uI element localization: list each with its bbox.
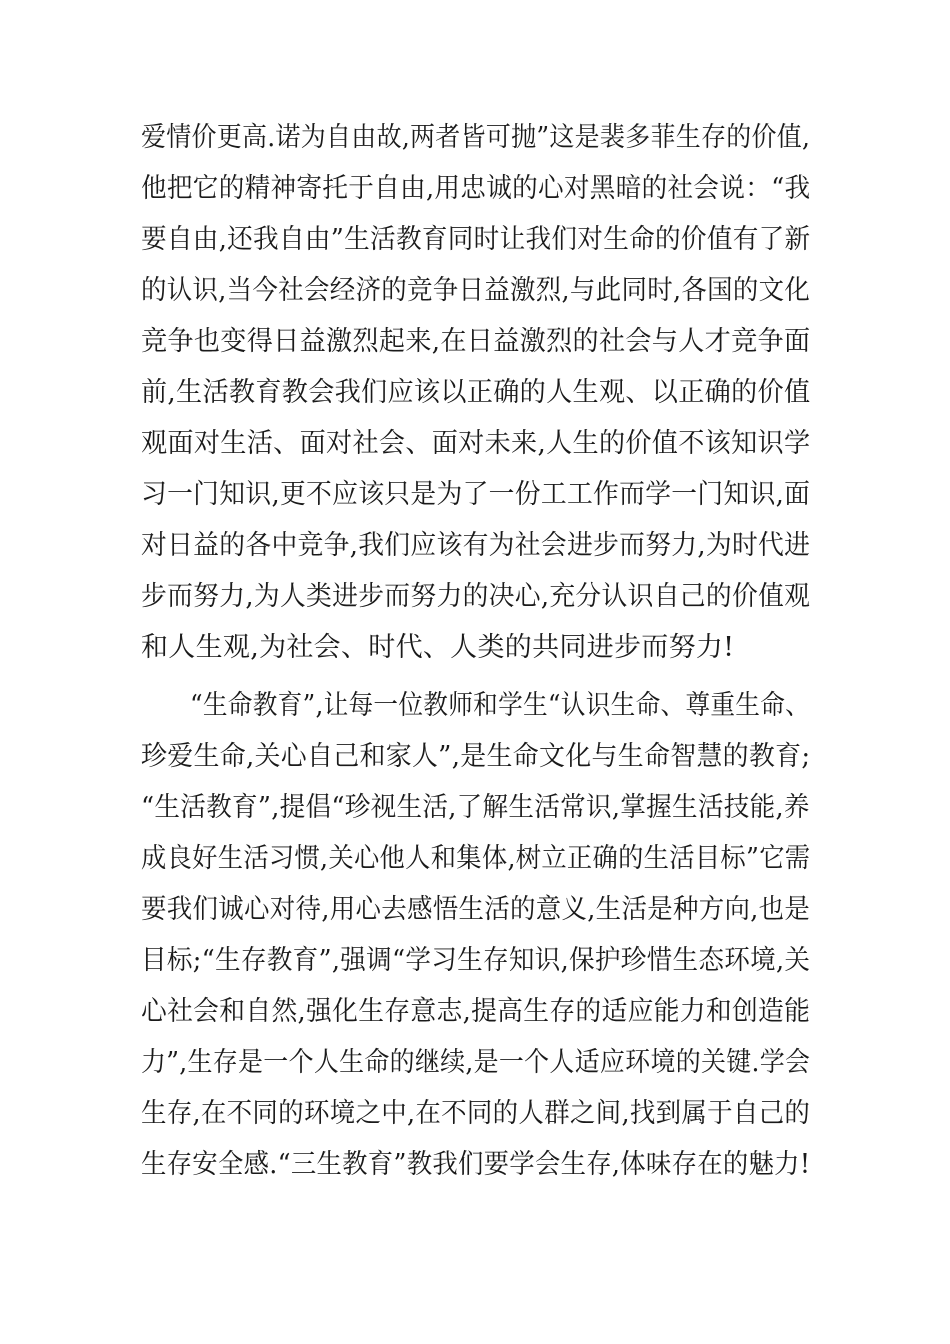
paragraph-line: 前,生活教育教会我们应该以正确的人生观、以正确的价值 (141, 377, 811, 408)
paragraph-line: 和人生观,为社会、时代、人类的共同进步而努力! (141, 632, 735, 663)
paragraph-line: 爱情价更高.诺为自由故,两者皆可抛”这是裴多菲生存的价值, (141, 122, 811, 153)
paragraph-line: 的认识,当今社会经济的竞争日益激烈,与此同时,各国的文化 (141, 275, 811, 306)
paragraph-line: 步而努力,为人类进步而努力的决心,充分认识自己的价值观 (141, 581, 811, 612)
paragraph-line: 要自由,还我自由”生活教育同时让我们对生命的价值有了新 (141, 224, 811, 255)
paragraph-line: 生存安全感.“三生教育”教我们要学会生存,体味存在的魅力! (141, 1149, 811, 1180)
paragraph-line: 要我们诚心对待,用心去感悟生活的意义,生活是种方向,也是 (141, 894, 811, 925)
paragraph-line: 习一门知识,更不应该只是为了一份工工作而学一门知识,面 (141, 479, 811, 510)
paragraph-line: “生命教育”,让每一位教师和学生“认识生命、尊重生命、 (190, 690, 811, 721)
paragraph-line: 力”,生存是一个人生命的继续,是一个人适应环境的关键.学会 (141, 1047, 811, 1078)
paragraph-line: 目标;“生存教育”,强调“学习生存知识,保护珍惜生态环境,关 (141, 945, 811, 976)
paragraph-line: 成良好生活习惯,关心他人和集体,树立正确的生活目标”它需 (141, 843, 811, 874)
paragraph-line: 观面对生活、面对社会、面对未来,人生的价值不该知识学 (141, 428, 811, 459)
paragraph-line: 珍爱生命,关心自己和家人”,是生命文化与生命智慧的教育; (141, 741, 811, 772)
paragraph-line: 心社会和自然,强化生存意志,提高生存的适应能力和创造能 (141, 996, 811, 1027)
paragraph-line: 对日益的各中竞争,我们应该有为社会进步而努力,为时代进 (141, 530, 811, 561)
paragraph-line: 竞争也变得日益激烈起来,在日益激烈的社会与人才竞争面 (141, 326, 811, 357)
paragraph-line: 他把它的精神寄托于自由,用忠诚的心对黑暗的社会说：“我 (141, 173, 811, 204)
paragraph-line: 生存,在不同的环境之中,在不同的人群之间,找到属于自己的 (141, 1098, 811, 1129)
paragraph-line: “生活教育”,提倡“珍视生活,了解生活常识,掌握生活技能,养 (141, 792, 810, 823)
